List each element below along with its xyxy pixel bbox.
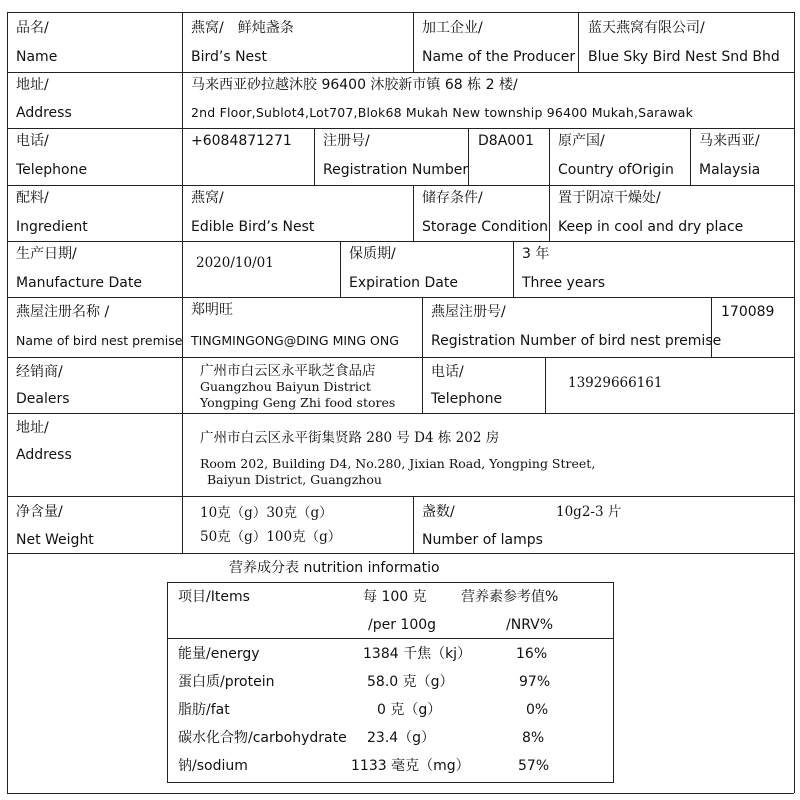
address-label-cn: 地址/ [16, 77, 49, 93]
row-line [7, 12, 794, 13]
row-line [7, 793, 794, 794]
name-label-cn: 品名/ [16, 20, 49, 36]
dealer-tel-label-en: Telephone [431, 391, 503, 407]
storage-label-cn: 储存条件/ [422, 190, 483, 206]
nutrition-per-header-en: /per 100g [368, 617, 437, 633]
telephone-label-cn: 电话/ [16, 133, 49, 149]
registration-label-cn: 注册号/ [323, 133, 370, 149]
col-line [513, 241, 514, 297]
nutrition-title: 营养成分表 nutrition informatio [229, 560, 440, 576]
dealer-address-en-1: Room 202, Building D4, No.280, Jixian Road, Yongping Street, [200, 456, 596, 471]
nutrition-row-nrv: 0% [526, 702, 549, 718]
producer-label-en: Name of the Producer [422, 49, 576, 65]
telephone-value: +6084871271 [191, 133, 292, 149]
premise-reg-label-cn: 燕屋注册号/ [431, 304, 506, 320]
col-line [340, 241, 341, 297]
row-line [7, 128, 794, 129]
col-line [549, 185, 550, 241]
net-weight-label-en: Net Weight [16, 532, 94, 548]
address-value-cn: 马来西亚砂拉越沐胶 96400 沐胶新市镇 68 栋 2 楼/ [191, 77, 518, 93]
ingredient-label-en: Ingredient [16, 219, 88, 235]
nutrition-row-item: 脂肪/fat [178, 702, 230, 718]
nutrition-nrv-header-en: /NRV% [506, 617, 554, 633]
frame-right [794, 12, 795, 793]
dealer-address-label-en: Address [16, 447, 72, 463]
row-line [7, 297, 794, 298]
nutrition-row-nrv: 8% [522, 730, 545, 746]
lamps-label-cn: 盏数/ [422, 504, 455, 520]
ingredient-label-cn: 配料/ [16, 190, 49, 206]
col-line [182, 12, 183, 553]
lamps-label-en: Number of lamps [422, 532, 543, 548]
registration-value: D8A001 [478, 133, 534, 149]
row-line [7, 357, 794, 358]
nutrition-row-item: 蛋白质/protein [178, 674, 275, 690]
registration-label-en: Registration Number [323, 162, 469, 178]
col-line [545, 357, 546, 413]
storage-value-cn: 置于阴凉干燥处/ [558, 190, 661, 206]
premise-reg-label-en: Registration Number of bird nest premise [431, 333, 722, 349]
col-line [413, 12, 414, 72]
origin-value-en: Malaysia [699, 162, 761, 178]
nutrition-header-divider [167, 638, 614, 639]
premise-label-en: Name of bird nest premise [16, 333, 183, 348]
lamps-value: 10g2-3 片 [556, 504, 622, 520]
expiration-label-en: Expiration Date [349, 275, 458, 291]
col-line [314, 128, 315, 185]
origin-value-cn: 马来西亚/ [699, 133, 760, 149]
premise-value-en: TINGMINGONG@DING MING ONG [191, 333, 399, 348]
nutrition-row-amount: 1384 千焦（kj） [363, 646, 472, 662]
nutrition-row-amount: 0 克（g） [377, 702, 442, 718]
name-value-en: Bird’s Nest [191, 49, 267, 65]
dealer-name-en-2: Yongping Geng Zhi food stores [200, 395, 396, 410]
net-weight-value-1: 10克（g）30克（g） [200, 505, 333, 521]
name-label-en: Name [16, 49, 58, 65]
row-line [7, 413, 794, 414]
col-line [690, 128, 691, 185]
nutrition-row-item: 钠/sodium [178, 758, 248, 774]
nutrition-row-item: 能量/energy [178, 646, 260, 662]
nutrition-row-amount: 1133 毫克（mg） [351, 758, 470, 774]
row-line [7, 185, 794, 186]
row-line [7, 553, 794, 554]
name-value-cn: 燕窝/ 鲜炖盏条 [191, 20, 294, 36]
producer-value-cn: 蓝天燕窝有限公司/ [588, 20, 705, 36]
nutrition-row-amount: 58.0 克（g） [367, 674, 454, 690]
ingredient-value-en: Edible Bird’s Nest [191, 219, 315, 235]
nutrition-nrv-header-cn: 营养素参考值% [461, 589, 559, 605]
origin-label-cn: 原产国/ [558, 133, 605, 149]
frame-left [7, 12, 8, 793]
expiration-value-cn: 3 年 [522, 246, 550, 262]
premise-value-cn: 郑明旺 [191, 302, 233, 318]
expiration-value-en: Three years [522, 275, 606, 291]
dealers-label-cn: 经销商/ [16, 364, 63, 380]
col-line [578, 12, 579, 72]
dealer-name-en-1: Guangzhou Baiyun District [200, 379, 371, 394]
dealer-address-en-2: Baiyun District, Guangzhou [207, 472, 382, 487]
manufacture-label-en: Manufacture Date [16, 275, 142, 291]
dealer-address-cn: 广州市白云区永平街集贤路 280 号 D4 栋 202 房 [200, 430, 500, 446]
origin-label-en: Country ofOrigin [558, 162, 674, 178]
net-weight-value-2: 50克（g）100克（g） [200, 529, 342, 545]
expiration-label-cn: 保质期/ [349, 246, 396, 262]
storage-label-en: Storage Condition [422, 219, 549, 235]
dealer-address-label-cn: 地址/ [16, 420, 49, 436]
nutrition-row-amount: 23.4（g） [367, 730, 436, 746]
row-line [7, 72, 794, 73]
telephone-label-en: Telephone [16, 162, 88, 178]
dealers-label-en: Dealers [16, 391, 70, 407]
nutrition-per-header-cn: 每 100 克 [363, 589, 427, 605]
dealer-tel-label-cn: 电话/ [431, 364, 464, 380]
address-value-en: 2nd Floor,Sublot4,Lot707,Blok68 Mukah New township 96400 Mukah,Sarawak [191, 105, 694, 120]
nutrition-row-nrv: 97% [519, 674, 551, 690]
nutrition-row-nrv: 16% [516, 646, 548, 662]
col-line [422, 357, 423, 413]
col-line [468, 128, 469, 185]
nutrition-row-nrv: 57% [518, 758, 550, 774]
premise-label-cn: 燕屋注册名称 / [16, 304, 110, 320]
address-label-en: Address [16, 105, 72, 121]
nutrition-items-header: 项目/Items [178, 589, 250, 605]
producer-value-en: Blue Sky Bird Nest Snd Bhd [588, 49, 780, 65]
row-line [7, 496, 794, 497]
col-line [413, 185, 414, 241]
net-weight-label-cn: 净含量/ [16, 504, 63, 520]
producer-label-cn: 加工企业/ [422, 20, 483, 36]
col-line [422, 297, 423, 357]
storage-value-en: Keep in cool and dry place [558, 219, 744, 235]
dealer-name-cn: 广州市白云区永平耿芝食品店 [200, 363, 376, 379]
row-line [7, 241, 794, 242]
premise-reg-value: 170089 [721, 304, 775, 320]
manufacture-value: 2020/10/01 [196, 255, 274, 271]
col-line [549, 128, 550, 185]
dealer-tel-value: 13929666161 [568, 375, 663, 391]
ingredient-value-cn: 燕窝/ [191, 190, 224, 206]
manufacture-label-cn: 生产日期/ [16, 246, 77, 262]
col-line [413, 496, 414, 553]
nutrition-row-item: 碳水化合物/carbohydrate [178, 730, 347, 746]
